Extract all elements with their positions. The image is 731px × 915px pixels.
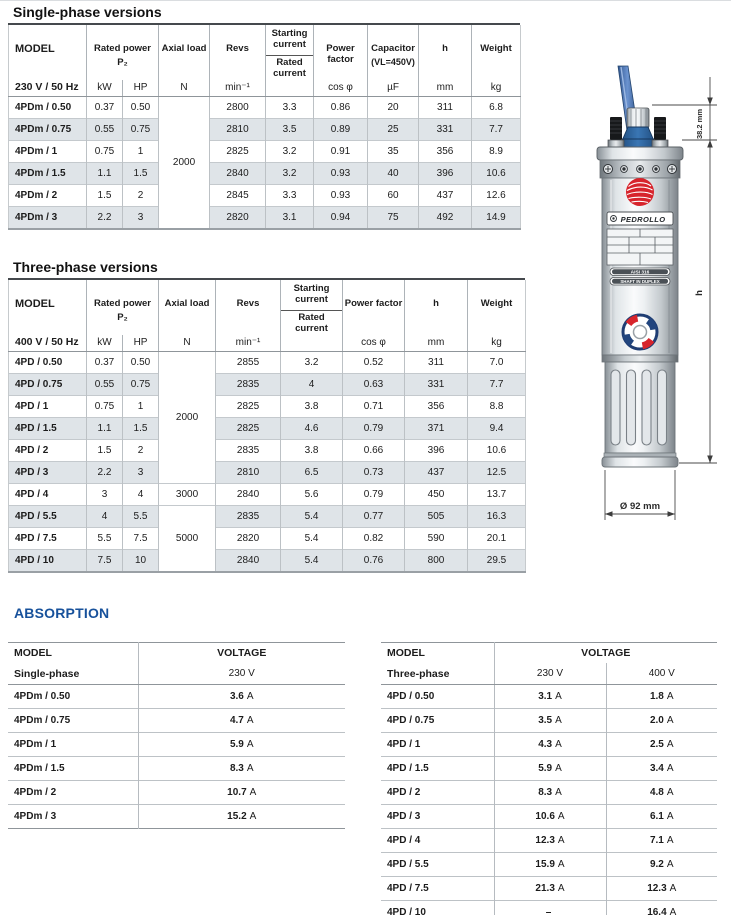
cell-starting: 3.3 xyxy=(266,96,314,118)
cell-pf: 0.71 xyxy=(343,395,405,417)
cell-pf: 0.91 xyxy=(314,140,368,162)
cell-weight: 29.5 xyxy=(468,549,526,572)
motor-body xyxy=(602,178,678,355)
cell-current-400: 9.2 A xyxy=(606,853,717,877)
cell-kw: 3 xyxy=(87,483,123,505)
table-row xyxy=(381,877,717,901)
table-row xyxy=(9,206,521,229)
cell-weight: 10.6 xyxy=(472,162,521,184)
cell-model: 4PDm / 3 xyxy=(9,206,87,229)
cell-current-400: 2.5 A xyxy=(606,733,717,757)
cell-model: 4PD / 1.5 xyxy=(9,417,87,439)
table-row xyxy=(8,781,345,805)
cell-starting: 6.5 xyxy=(281,461,343,483)
cell-current-230: 15.9 A xyxy=(494,853,606,877)
col-h: h mm xyxy=(419,25,472,96)
cell-h: 396 xyxy=(405,439,468,461)
cell-revs: 2840 xyxy=(210,162,266,184)
table-row xyxy=(8,757,345,781)
cell-weight: 16.3 xyxy=(468,505,526,527)
cell-model: 4PDm / 1 xyxy=(9,140,87,162)
cell-model: 4PD / 0.50 xyxy=(9,351,87,373)
motor-drawing xyxy=(555,50,731,530)
cell-model: 4PD / 10 xyxy=(9,549,87,572)
dim-diameter-label: Ø 92 mm xyxy=(619,501,661,512)
cell-pf: 0.82 xyxy=(343,527,405,549)
col-axial-load: Axial load N xyxy=(159,25,210,96)
cell-starting: 5.6 xyxy=(281,483,343,505)
cell-pf: 0.79 xyxy=(343,417,405,439)
col-model: MODEL xyxy=(387,647,425,659)
cell-current: 15.2 A xyxy=(138,805,345,829)
absorption-three-table xyxy=(381,642,717,915)
cell-revs: 2825 xyxy=(216,417,281,439)
top-flange xyxy=(597,147,683,160)
cell-current-230: 3.1 A xyxy=(494,685,606,709)
cell-current-230: 4.3 A xyxy=(494,733,606,757)
brand-text: PEDROLLO xyxy=(620,215,666,224)
cell-current: 4.7 A xyxy=(138,709,345,733)
cell-revs: 2810 xyxy=(216,461,281,483)
table-row xyxy=(381,709,717,733)
cell-h: 396 xyxy=(419,162,472,184)
cell-kw: 0.37 xyxy=(87,351,123,373)
cell-kw: 0.55 xyxy=(87,373,123,395)
table-row xyxy=(9,505,526,527)
p2-symbol: P₂ xyxy=(117,311,128,323)
cell-revs: 2845 xyxy=(210,184,266,206)
cell-weight: 12.6 xyxy=(472,184,521,206)
cell-current: 8.3 A xyxy=(138,757,345,781)
cell-pf: 0.93 xyxy=(314,184,368,206)
col-weight: Weight kg xyxy=(468,280,526,351)
cell-h: 590 xyxy=(405,527,468,549)
cell-model: 4PD / 3 xyxy=(381,805,494,829)
cell-h: 800 xyxy=(405,549,468,572)
cell-pf: 0.79 xyxy=(343,483,405,505)
cell-hp: 0.50 xyxy=(123,96,159,118)
cell-hp: 3 xyxy=(123,206,159,229)
absorption-single-section xyxy=(8,642,345,829)
cell-model: 4PDm / 0.50 xyxy=(8,685,138,709)
cell-starting: 3.5 xyxy=(266,118,314,140)
cell-current-400: 7.1 A xyxy=(606,829,717,853)
cell-pf: 0.52 xyxy=(343,351,405,373)
table-row xyxy=(9,461,526,483)
cell-hp: 3 xyxy=(123,461,159,483)
cell-revs: 2820 xyxy=(210,206,266,229)
cell-current-230: 8.3 A xyxy=(494,781,606,805)
cell-revs: 2825 xyxy=(216,395,281,417)
cell-current-400: 1.8 A xyxy=(606,685,717,709)
cell-revs: 2840 xyxy=(216,549,281,572)
cell-cap: 75 xyxy=(368,206,419,229)
col-voltage: VOLTAGE xyxy=(494,643,717,664)
cell-revs: 2825 xyxy=(210,140,266,162)
cell-starting: 3.2 xyxy=(266,162,314,184)
cell-axial-load: 3000 xyxy=(159,483,216,505)
cell-model: 4PD / 2 xyxy=(9,439,87,461)
table-row xyxy=(8,685,345,709)
cell-starting: 3.1 xyxy=(266,206,314,229)
stud-right xyxy=(652,117,668,147)
col-model: MODEL 400 V / 50 Hz xyxy=(9,280,87,351)
cell-kw: 1.1 xyxy=(87,417,123,439)
table-row xyxy=(8,709,345,733)
cell-hp: 0.75 xyxy=(123,373,159,395)
absorption-three-section xyxy=(381,642,717,915)
cell-model: 4PD / 1.5 xyxy=(381,757,494,781)
cell-weight: 13.7 xyxy=(468,483,526,505)
cell-weight: 12.5 xyxy=(468,461,526,483)
cell-hp: 0.75 xyxy=(123,118,159,140)
cell-model: 4PD / 0.75 xyxy=(9,373,87,395)
three-phase-section xyxy=(8,257,525,573)
shaft-label: SHAFT IN DUPLEX xyxy=(620,278,660,284)
cell-revs: 2835 xyxy=(216,439,281,461)
table-row xyxy=(9,483,526,505)
cell-model: 4PD / 4 xyxy=(381,829,494,853)
table-row xyxy=(9,549,526,572)
stud-left xyxy=(608,117,624,147)
table-row xyxy=(8,805,345,829)
cell-current-230: 21.3 A xyxy=(494,877,606,901)
cell-kw: 0.75 xyxy=(87,395,123,417)
cell-pf: 0.94 xyxy=(314,206,368,229)
table-row xyxy=(9,417,526,439)
cell-weight: 7.7 xyxy=(468,373,526,395)
table-row xyxy=(9,527,526,549)
cell-cap: 25 xyxy=(368,118,419,140)
cell-weight: 14.9 xyxy=(472,206,521,229)
header-row xyxy=(9,25,521,96)
cell-kw: 0.55 xyxy=(87,118,123,140)
cell-hp: 1 xyxy=(123,140,159,162)
cell-model: 4PD / 0.50 xyxy=(381,685,494,709)
cell-pf: 0.77 xyxy=(343,505,405,527)
cell-kw: 7.5 xyxy=(87,549,123,572)
absorption-single-table xyxy=(8,642,345,829)
cell-current-230: – xyxy=(494,901,606,915)
col-model: MODEL 230 V / 50 Hz xyxy=(9,25,87,96)
kw-unit: kW xyxy=(97,336,112,348)
col-axial-load: Axial load N xyxy=(159,280,216,351)
col-starting-current: Starting current Rated current xyxy=(281,280,343,351)
col-power-factor: Power factor cos φ xyxy=(343,280,405,351)
cell-kw: 0.37 xyxy=(87,96,123,118)
cell-axial-load: 2000 xyxy=(159,96,210,229)
cell-revs: 2835 xyxy=(216,505,281,527)
voltage-freq: 230 V / 50 Hz xyxy=(15,80,79,93)
cell-revs: 2835 xyxy=(216,373,281,395)
page-top-rule xyxy=(0,0,731,1)
three-phase-title: Three-phase versions xyxy=(8,257,525,280)
col-capacitor: Capacitor (VL=450V) µF xyxy=(368,25,419,96)
cell-starting: 5.4 xyxy=(281,505,343,527)
table-row xyxy=(9,118,521,140)
kw-unit: kW xyxy=(97,81,112,93)
cell-hp: 2 xyxy=(123,184,159,206)
cell-model: 4PDm / 1 xyxy=(8,733,138,757)
cell-kw: 2.2 xyxy=(87,461,123,483)
header-row xyxy=(9,280,526,351)
cell-starting: 3.2 xyxy=(281,351,343,373)
cell-h: 331 xyxy=(405,373,468,395)
cell-hp: 5.5 xyxy=(123,505,159,527)
table-row xyxy=(9,373,526,395)
cell-weight: 7.0 xyxy=(468,351,526,373)
cell-revs: 2800 xyxy=(210,96,266,118)
header-row xyxy=(8,643,345,664)
col-revs: Revs min⁻¹ xyxy=(210,25,266,96)
cell-model: 4PDm / 1.5 xyxy=(9,162,87,184)
cell-model: 4PD / 4 xyxy=(9,483,87,505)
table-row xyxy=(9,395,526,417)
cell-model: 4PD / 7.5 xyxy=(381,877,494,901)
col-power-factor: Power factor cos φ xyxy=(314,25,368,96)
cell-pf: 0.86 xyxy=(314,96,368,118)
cell-starting: 5.4 xyxy=(281,527,343,549)
col-weight: Weight kg xyxy=(472,25,521,96)
brand-fan-logo xyxy=(626,178,654,206)
phase-label: Single-phase xyxy=(8,663,138,685)
motor-lower-section xyxy=(602,355,678,467)
cell-kw: 1.5 xyxy=(87,439,123,461)
cell-h: 311 xyxy=(405,351,468,373)
cell-current: 5.9 A xyxy=(138,733,345,757)
cell-weight: 10.6 xyxy=(468,439,526,461)
cell-cap: 60 xyxy=(368,184,419,206)
cell-cap: 35 xyxy=(368,140,419,162)
hp-unit: HP xyxy=(122,80,158,96)
cell-current-400: 3.4 A xyxy=(606,757,717,781)
cell-current: 3.6 A xyxy=(138,685,345,709)
cell-h: 371 xyxy=(405,417,468,439)
cell-model: 4PD / 5.5 xyxy=(9,505,87,527)
col-revs: Revs min⁻¹ xyxy=(216,280,281,351)
cell-h: 492 xyxy=(419,206,472,229)
cell-starting: 3.2 xyxy=(266,140,314,162)
cell-model: 4PDm / 0.50 xyxy=(9,96,87,118)
bottom-rim xyxy=(602,457,678,467)
cell-current-400: 4.8 A xyxy=(606,781,717,805)
cell-h: 356 xyxy=(405,395,468,417)
cell-revs: 2840 xyxy=(216,483,281,505)
cell-model: 4PD / 3 xyxy=(9,461,87,483)
hp-unit: HP xyxy=(122,335,158,351)
cell-kw: 1.1 xyxy=(87,162,123,184)
p2-symbol: P₂ xyxy=(117,56,128,68)
cell-h: 356 xyxy=(419,140,472,162)
phase-label: Three-phase xyxy=(381,663,494,685)
cell-axial-load: 5000 xyxy=(159,505,216,572)
cell-revs: 2855 xyxy=(216,351,281,373)
table-row xyxy=(381,685,717,709)
cell-weight: 20.1 xyxy=(468,527,526,549)
subheader-row xyxy=(8,663,345,685)
bottom-groove xyxy=(604,453,676,457)
subheader-row xyxy=(381,663,717,685)
table-row xyxy=(9,439,526,461)
header-row xyxy=(381,643,717,664)
table-row xyxy=(9,140,521,162)
cell-axial-load: 2000 xyxy=(159,351,216,483)
cell-hp: 0.50 xyxy=(123,351,159,373)
cell-weight: 8.9 xyxy=(472,140,521,162)
cell-model: 4PD / 1 xyxy=(381,733,494,757)
cell-h: 437 xyxy=(405,461,468,483)
table-row xyxy=(381,733,717,757)
cell-current-400: 12.3 A xyxy=(606,877,717,901)
single-phase-table xyxy=(8,25,521,230)
cell-revs: 2810 xyxy=(210,118,266,140)
table-row xyxy=(381,829,717,853)
cell-hp: 10 xyxy=(123,549,159,572)
cell-starting: 5.4 xyxy=(281,549,343,572)
cell-pf: 0.63 xyxy=(343,373,405,395)
col-voltage: VOLTAGE xyxy=(138,643,345,664)
cell-pf: 0.93 xyxy=(314,162,368,184)
cell-current-400: 6.1 A xyxy=(606,805,717,829)
cell-h: 437 xyxy=(419,184,472,206)
cell-current: 10.7 A xyxy=(138,781,345,805)
cell-weight: 9.4 xyxy=(468,417,526,439)
table-row xyxy=(9,184,521,206)
cell-pf: 0.66 xyxy=(343,439,405,461)
cell-model: 4PDm / 3 xyxy=(8,805,138,829)
voltage-freq: 400 V / 50 Hz xyxy=(15,335,79,348)
col-rated-power: Rated power P₂ kW HP xyxy=(87,280,159,351)
cell-hp: 1 xyxy=(123,395,159,417)
cell-model: 4PD / 1 xyxy=(9,395,87,417)
cell-current-230: 12.3 A xyxy=(494,829,606,853)
aisi-label: AISI 316 xyxy=(630,270,650,276)
cell-current-230: 10.6 A xyxy=(494,805,606,829)
cell-hp: 1.5 xyxy=(123,417,159,439)
table-row xyxy=(9,351,526,373)
cell-model: 4PDm / 2 xyxy=(8,781,138,805)
cell-starting: 4 xyxy=(281,373,343,395)
nameplate xyxy=(607,229,673,265)
cell-current-230: 5.9 A xyxy=(494,757,606,781)
table-row xyxy=(9,96,521,118)
cell-current-400: 2.0 A xyxy=(606,709,717,733)
table-row xyxy=(381,757,717,781)
table-row xyxy=(381,853,717,877)
cell-hp: 1.5 xyxy=(123,162,159,184)
cell-pf: 0.89 xyxy=(314,118,368,140)
col-starting-current: Starting current Rated current xyxy=(266,25,314,96)
cell-model: 4PD / 0.75 xyxy=(381,709,494,733)
col-rated-power: Rated power P₂ kW HP xyxy=(87,25,159,96)
cell-h: 450 xyxy=(405,483,468,505)
brand-label xyxy=(607,212,673,225)
cell-current-230: 3.5 A xyxy=(494,709,606,733)
cell-kw: 0.75 xyxy=(87,140,123,162)
cell-cap: 40 xyxy=(368,162,419,184)
motor-head xyxy=(597,108,683,178)
col-h: h mm xyxy=(405,280,468,351)
cell-model: 4PD / 10 xyxy=(381,901,494,915)
absorption-heading: ABSORPTION xyxy=(14,605,110,621)
cell-kw: 2.2 xyxy=(87,206,123,229)
cell-hp: 7.5 xyxy=(123,527,159,549)
cell-weight: 6.8 xyxy=(472,96,521,118)
three-phase-table xyxy=(8,280,526,573)
table-row xyxy=(381,901,717,915)
table-row xyxy=(8,733,345,757)
cell-model: 4PDm / 0.75 xyxy=(8,709,138,733)
dim-h-label: h xyxy=(694,290,705,296)
voltage-230: 230 V xyxy=(494,663,606,685)
cell-starting: 3.3 xyxy=(266,184,314,206)
cell-kw: 4 xyxy=(87,505,123,527)
cell-pf: 0.76 xyxy=(343,549,405,572)
cell-model: 4PDm / 1.5 xyxy=(8,757,138,781)
cell-h: 505 xyxy=(405,505,468,527)
cell-starting: 3.8 xyxy=(281,439,343,461)
cell-kw: 1.5 xyxy=(87,184,123,206)
cell-hp: 4 xyxy=(123,483,159,505)
cell-model: 4PD / 2 xyxy=(381,781,494,805)
cell-model: 4PD / 7.5 xyxy=(9,527,87,549)
cell-weight: 8.8 xyxy=(468,395,526,417)
cell-kw: 5.5 xyxy=(87,527,123,549)
cell-starting: 3.8 xyxy=(281,395,343,417)
cell-weight: 7.7 xyxy=(472,118,521,140)
cell-model: 4PD / 5.5 xyxy=(381,853,494,877)
cell-h: 311 xyxy=(419,96,472,118)
cell-pf: 0.73 xyxy=(343,461,405,483)
cell-starting: 4.6 xyxy=(281,417,343,439)
cell-model: 4PDm / 0.75 xyxy=(9,118,87,140)
table-row xyxy=(9,162,521,184)
cell-revs: 2820 xyxy=(216,527,281,549)
cell-h: 331 xyxy=(419,118,472,140)
table-row xyxy=(381,805,717,829)
cell-current-400: 16.4 A xyxy=(606,901,717,915)
lifebuoy-badge xyxy=(623,315,657,349)
cell-model: 4PDm / 2 xyxy=(9,184,87,206)
dim-top-label: 38.2 mm xyxy=(695,108,704,140)
cell-cap: 20 xyxy=(368,96,419,118)
col-model: MODEL xyxy=(14,647,52,659)
voltage-400: 400 V xyxy=(606,663,717,685)
table-row xyxy=(381,781,717,805)
cell-hp: 2 xyxy=(123,439,159,461)
single-phase-section xyxy=(8,2,520,230)
voltage-230: 230 V xyxy=(138,663,345,685)
single-phase-title: Single-phase versions xyxy=(8,2,520,25)
